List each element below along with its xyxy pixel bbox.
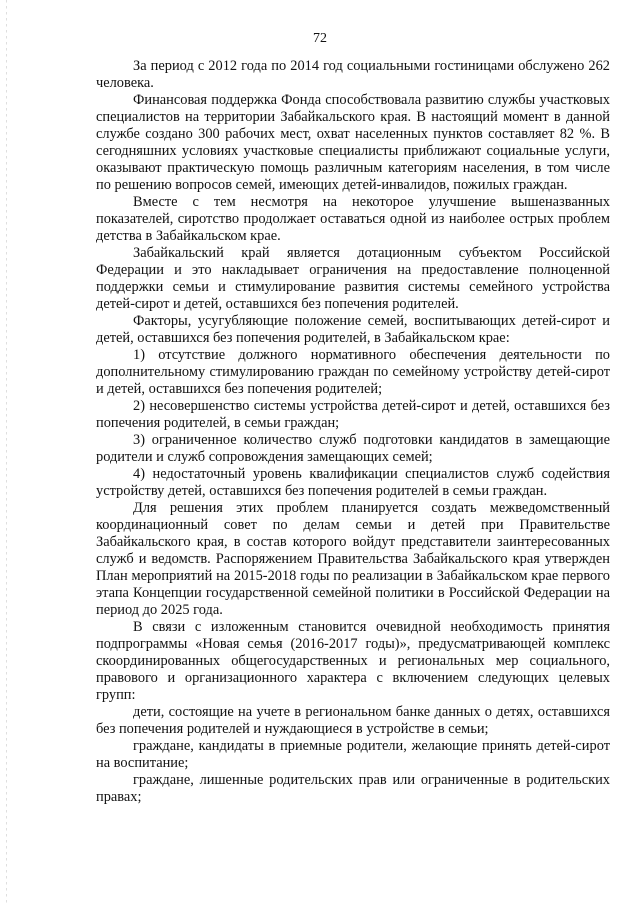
paragraph-subprogram-need: В связи с изложенным становится очевидной необходимость принятия подпрограммы «Новая семья (2016-2017 годы)», предусматривающей комплекс скоординированных общегосударственных и региональных мер социального, правового и организационного характера с включением следующих целевых групп:	[96, 619, 610, 703]
list-item-factor-4: 4) недостаточный уровень квалификации специалистов служб содействия устройству детей, оставшихся без попечения родителей в семьи граждан.	[96, 466, 610, 499]
list-item-target-group-1: дети, состоящие на учете в региональном банке данных о детях, оставшихся без попечения родителей и нуждающиеся в устройстве в семьи;	[96, 704, 610, 737]
paragraph-factors-intro: Факторы, усугубляющие положение семей, воспитывающих детей-сирот и детей, оставшихся без попечения родителей, в Забайкальском крае:	[96, 313, 610, 346]
page-number: 72	[313, 31, 327, 46]
list-item-factor-1: 1) отсутствие должного нормативного обеспечения деятельности по дополнительному стимулированию граждан по семейному устройству детей-сирот и детей, оставшихся без попечения родителей;	[96, 347, 610, 397]
paragraph-subsidized-region: Забайкальский край является дотационным субъектом Российской Федерации и это накладывает ограничения на предоставление полноценной поддержки семьи и стимулирование развития системы семейного устройства детей-сирот и детей, оставшихся без попечения родителей.	[96, 245, 610, 312]
list-item-target-group-2: граждане, кандидаты в приемные родители, желающие принять детей-сирот на воспитание;	[96, 738, 610, 771]
document-body	[96, 58, 610, 806]
list-item-factor-3: 3) ограниченное количество служб подготовки кандидатов в замещающие родители и служб сопровождения замещающих семей;	[96, 432, 610, 465]
paragraph-hotels-served: За период с 2012 года по 2014 год социальными гостиницами обслужено 262 человека.	[96, 58, 610, 91]
paragraph-orphanhood: Вместе с тем несмотря на некоторое улучшение вышеназванных показателей, сиротство продолжает оставаться одной из наиболее острых проблем детства в Забайкальском крае.	[96, 194, 610, 244]
scan-margin-edge	[6, 0, 7, 905]
list-item-factor-2: 2) несовершенство системы устройства детей-сирот и детей, оставшихся без попечения родителей, в семьи граждан;	[96, 398, 610, 431]
paragraph-coordination-council: Для решения этих проблем планируется создать межведомственный координационный совет по делам семьи и детей при Правительстве Забайкальского края, в состав которого войдут представители заинтересованных служб и ведомств. Распоряжением Правительства Забайкальского края утвержден План мероприятий на 2015-2018 годы по реализации в Забайкальском крае первого этапа Концепции государственной семейной политики в Российской Федерации на период до 2025 года.	[96, 500, 610, 618]
list-item-target-group-3: граждане, лишенные родительских прав или ограниченные в родительских правах;	[96, 772, 610, 805]
paragraph-fund-support: Финансовая поддержка Фонда способствовала развитию службы участковых специалистов на территории Забайкальского края. В настоящий момент в данной службе создано 300 рабочих мест, охват населенных пунктов составляет 82 %. В сегодняшних условиях участковые специалисты приближают социальные услуги, оказывают практическую помощь различным категориям населения, в том числе по решению вопросов семей, имеющих детей-инвалидов, пожилых граждан.	[96, 92, 610, 193]
